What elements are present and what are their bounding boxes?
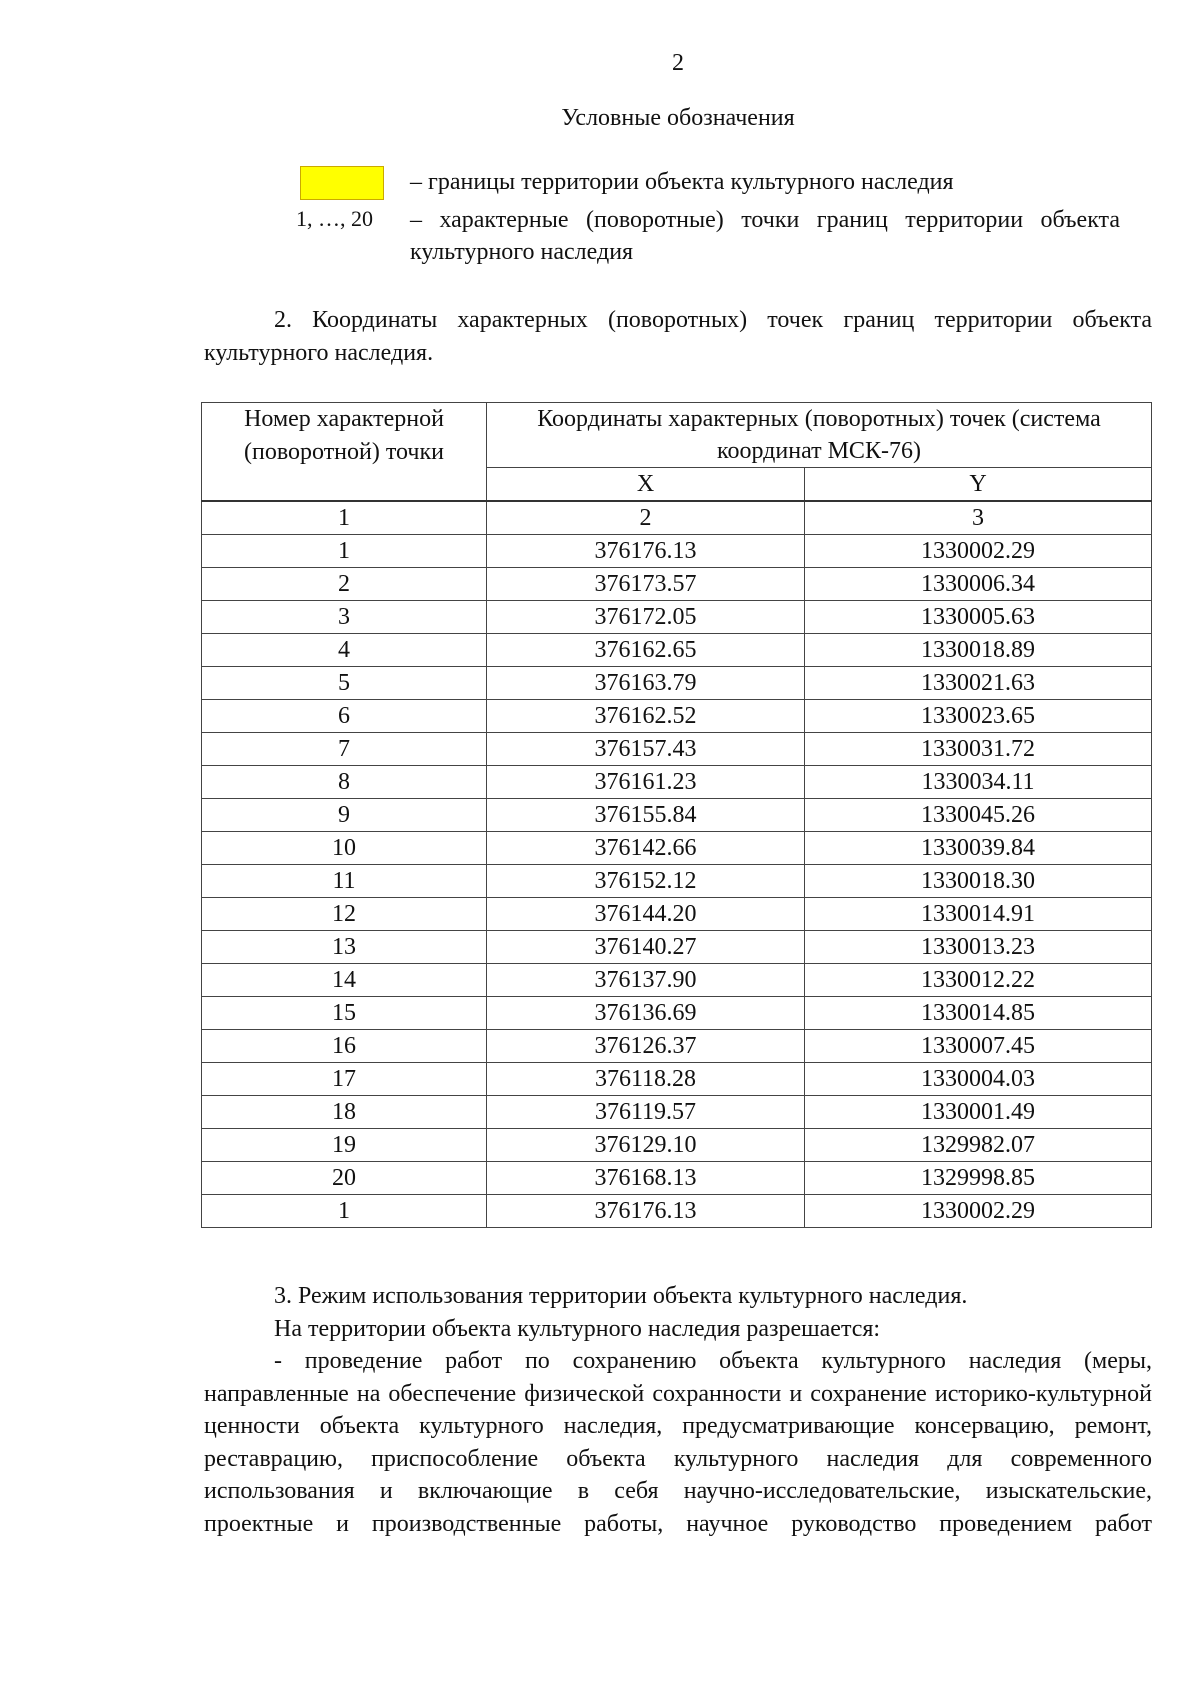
- table-row: [202, 667, 1152, 700]
- legend-swatch: [300, 166, 384, 200]
- table-row: [202, 799, 1152, 832]
- y-cell: 1330002.29: [805, 535, 1152, 568]
- coordinates-table: [201, 402, 1152, 1228]
- point-cell: 15: [202, 997, 487, 1030]
- legend: [296, 166, 1120, 268]
- section2-text: 2. Координаты характерных (поворотных) точек границ территории объекта культурного наследия.: [204, 307, 1152, 366]
- x-cell: 376126.37: [487, 1030, 805, 1063]
- point-cell: 2: [202, 568, 487, 601]
- point-cell: 8: [202, 766, 487, 799]
- table-row: [202, 733, 1152, 766]
- point-cell: 13: [202, 931, 487, 964]
- point-cell: 4: [202, 634, 487, 667]
- table-row: [202, 535, 1152, 568]
- table-header-row: [202, 403, 1152, 468]
- table-row: [202, 1030, 1152, 1063]
- x-cell: 376173.57: [487, 568, 805, 601]
- table-row: [202, 1129, 1152, 1162]
- y-cell: 1330039.84: [805, 832, 1152, 865]
- table-row: [202, 766, 1152, 799]
- table-row: [202, 634, 1152, 667]
- y-cell: 1330018.89: [805, 634, 1152, 667]
- section3-heading: 3. Режим использования территории объекта культурного наследия.: [274, 1283, 968, 1309]
- table-index-row: [202, 501, 1152, 535]
- table-row: [202, 1063, 1152, 1096]
- y-cell: 1330023.65: [805, 700, 1152, 733]
- y-cell: 1329998.85: [805, 1162, 1152, 1195]
- index-cell: 3: [805, 501, 1152, 535]
- y-cell: 1330005.63: [805, 601, 1152, 634]
- x-cell: 376161.23: [487, 766, 805, 799]
- table-row: [202, 568, 1152, 601]
- legend-title: Условные обозначения: [561, 105, 795, 131]
- x-cell: 376157.43: [487, 733, 805, 766]
- table-row: [202, 700, 1152, 733]
- y-cell: 1330021.63: [805, 667, 1152, 700]
- y-cell: 1330004.03: [805, 1063, 1152, 1096]
- x-cell: 376129.10: [487, 1129, 805, 1162]
- x-cell: 376142.66: [487, 832, 805, 865]
- table-row: [202, 1096, 1152, 1129]
- point-cell: 18: [202, 1096, 487, 1129]
- x-cell: 376172.05: [487, 601, 805, 634]
- x-cell: 376118.28: [487, 1063, 805, 1096]
- section3-intro: На территории объекта культурного наследия разрешается:: [274, 1315, 881, 1342]
- x-cell: 376136.69: [487, 997, 805, 1030]
- point-cell: 1: [202, 1195, 487, 1228]
- x-cell: 376144.20: [487, 898, 805, 931]
- table-row: [202, 865, 1152, 898]
- header-x: X: [487, 468, 805, 502]
- point-cell: 9: [202, 799, 487, 832]
- x-cell: 376168.13: [487, 1162, 805, 1195]
- y-cell: 1330018.30: [805, 865, 1152, 898]
- table-row: [202, 898, 1152, 931]
- point-cell: 1: [202, 535, 487, 568]
- header-point-number: Номер характерной (поворотной) точки: [202, 403, 487, 502]
- table-row: [202, 1195, 1152, 1228]
- point-cell: 17: [202, 1063, 487, 1096]
- table-row: [202, 997, 1152, 1030]
- point-cell: 10: [202, 832, 487, 865]
- header-y: Y: [805, 468, 1152, 502]
- x-cell: 376155.84: [487, 799, 805, 832]
- point-cell: 20: [202, 1162, 487, 1195]
- x-cell: 376119.57: [487, 1096, 805, 1129]
- table-row: [202, 1162, 1152, 1195]
- x-cell: 376163.79: [487, 667, 805, 700]
- header-coordinates: Координаты характерных (поворотных) точек (система координат МСК-76): [487, 403, 1152, 468]
- point-cell: 7: [202, 733, 487, 766]
- y-cell: 1330045.26: [805, 799, 1152, 832]
- y-cell: 1330002.29: [805, 1195, 1152, 1228]
- page-number: 2: [672, 50, 684, 76]
- x-cell: 376176.13: [487, 1195, 805, 1228]
- y-cell: 1330007.45: [805, 1030, 1152, 1063]
- index-cell: 2: [487, 501, 805, 535]
- y-cell: 1330006.34: [805, 568, 1152, 601]
- legend-text-points: – характерные (поворотные) точки границ территории объекта культурного наследия: [410, 207, 1120, 265]
- table-row: [202, 601, 1152, 634]
- y-cell: 1330013.23: [805, 931, 1152, 964]
- legend-row-points: [296, 204, 1120, 268]
- legend-row-boundary: [300, 166, 1120, 202]
- x-cell: 376162.52: [487, 700, 805, 733]
- table-row: [202, 964, 1152, 997]
- y-cell: 1330001.49: [805, 1096, 1152, 1129]
- y-cell: 1330031.72: [805, 733, 1152, 766]
- point-cell: 6: [202, 700, 487, 733]
- y-cell: 1330034.11: [805, 766, 1152, 799]
- index-cell: 1: [202, 501, 487, 535]
- point-cell: 11: [202, 865, 487, 898]
- section3: [204, 1280, 1152, 1540]
- point-cell: 16: [202, 1030, 487, 1063]
- point-cell: 14: [202, 964, 487, 997]
- table-row: [202, 931, 1152, 964]
- legend-points-key: 1, …, 20: [296, 206, 373, 231]
- point-cell: 5: [202, 667, 487, 700]
- x-cell: 376152.12: [487, 865, 805, 898]
- y-cell: 1330012.22: [805, 964, 1152, 997]
- point-cell: 12: [202, 898, 487, 931]
- legend-text-boundary: – границы территории объекта культурного наследия: [410, 169, 954, 195]
- x-cell: 376140.27: [487, 931, 805, 964]
- y-cell: 1329982.07: [805, 1129, 1152, 1162]
- point-cell: 19: [202, 1129, 487, 1162]
- table-row: [202, 832, 1152, 865]
- y-cell: 1330014.91: [805, 898, 1152, 931]
- y-cell: 1330014.85: [805, 997, 1152, 1030]
- x-cell: 376137.90: [487, 964, 805, 997]
- point-cell: 3: [202, 601, 487, 634]
- x-cell: 376176.13: [487, 535, 805, 568]
- x-cell: 376162.65: [487, 634, 805, 667]
- section3-item: - проведение работ по сохранению объекта культурного наследия (меры, направленные на обеспечение физической сохранности и сохранение историко-культурной ценности объекта культурного наследия, предусматривающие консервацию, ремонт, реставрацию, приспособление объекта культурного наследия для современного использования и включающие в себя научно-исследовательские, изыскательские, проектные и производственные работы, научное руководство проведением работ: [204, 1348, 1152, 1537]
